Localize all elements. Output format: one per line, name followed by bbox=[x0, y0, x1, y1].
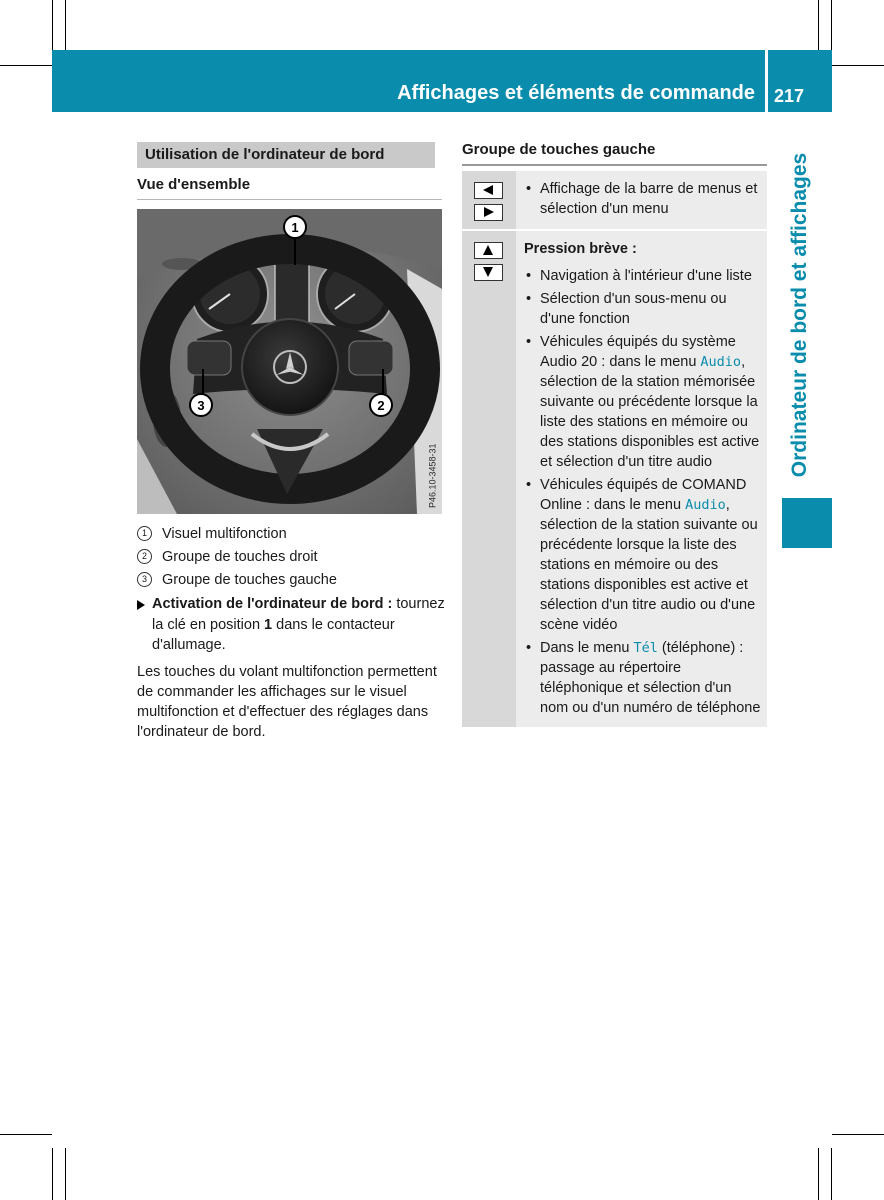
svg-text:2: 2 bbox=[377, 398, 385, 413]
sub-heading: Vue d'ensemble bbox=[137, 176, 442, 200]
right-arrow-key-icon bbox=[474, 204, 503, 221]
steering-wheel-figure bbox=[137, 209, 442, 514]
callout-3 bbox=[190, 394, 212, 416]
menu-name: Tél bbox=[633, 640, 658, 656]
list-item: • Dans le menu Tél (téléphone) : passage au répertoire téléphonique et sélection d'un nom ou d'un numéro de téléphone bbox=[524, 638, 761, 718]
list-item: • Affichage de la barre de menus et sélection d'un menu bbox=[524, 179, 761, 219]
header-divider bbox=[765, 50, 768, 112]
table-heading: Groupe de touches gauche bbox=[462, 141, 767, 166]
instruction-text: dans le contacteur d'allumage. bbox=[152, 616, 395, 653]
key-column bbox=[462, 171, 516, 229]
instruction-step bbox=[137, 594, 445, 656]
figure-code: P46.10-3458-31 bbox=[428, 443, 438, 508]
step-arrow-icon bbox=[137, 600, 145, 610]
figure-legend bbox=[137, 522, 447, 591]
legend-number: 3 bbox=[137, 572, 152, 587]
side-tab-marker bbox=[782, 498, 832, 548]
down-arrow-key-icon bbox=[474, 264, 503, 281]
key-function-table bbox=[462, 171, 767, 727]
key-column bbox=[462, 231, 516, 727]
legend-item bbox=[137, 545, 447, 568]
table-row bbox=[462, 171, 767, 229]
list-item: • Sélection d'un sous-menu ou d'une fonction bbox=[524, 289, 761, 329]
list-item: • Véhicules équipés de COMAND Online : dans le menu Audio, sélection de la station suivante ou précédente lorsque la liste des stations en mémoire ou des stations disponibles est active et sélection d'un titre audio ou d'une scène vidéo bbox=[524, 475, 761, 635]
page-number: 217 bbox=[774, 86, 805, 106]
crop-mark bbox=[832, 65, 884, 66]
key-position: 1 bbox=[264, 616, 273, 633]
left-arrow-key-icon bbox=[474, 182, 503, 199]
legend-item bbox=[137, 522, 447, 545]
legend-label: Groupe de touches gauche bbox=[162, 571, 337, 588]
legend-item bbox=[137, 568, 447, 591]
crop-mark bbox=[818, 0, 819, 50]
side-tab-label: Ordinateur de bord et affichages bbox=[788, 152, 811, 478]
crop-mark bbox=[65, 1148, 66, 1200]
svg-text:1: 1 bbox=[291, 220, 299, 235]
crop-mark bbox=[818, 1148, 819, 1200]
section-heading: Utilisation de l'ordinateur de bord bbox=[137, 142, 435, 168]
crop-mark bbox=[52, 1148, 53, 1200]
callout-2 bbox=[370, 394, 392, 416]
crop-mark bbox=[832, 1134, 884, 1135]
instruction-title: Activation de l'ordinateur de bord : bbox=[152, 596, 393, 612]
instruction-text: tournez la clé en position bbox=[152, 596, 445, 633]
body-paragraph: Les touches du volant multifonction permettent de commander les affichages sur le visuel multifonction et d'effectuer des réglages dans l'ordinateur de bord. bbox=[137, 664, 437, 740]
legend-label: Visuel multifonction bbox=[162, 525, 287, 542]
crop-mark bbox=[0, 1134, 52, 1135]
press-title: Pression brève : bbox=[524, 241, 637, 257]
legend-label: Groupe de touches droit bbox=[162, 548, 318, 565]
crop-mark bbox=[831, 1148, 832, 1200]
crop-mark bbox=[0, 65, 52, 66]
header-title: Affichages et éléments de commande bbox=[397, 82, 755, 104]
page-header bbox=[52, 50, 832, 112]
svg-text:3: 3 bbox=[197, 398, 205, 413]
side-tab bbox=[770, 135, 830, 495]
crop-mark bbox=[52, 0, 53, 50]
list-item: • Navigation à l'intérieur d'une liste bbox=[524, 266, 761, 286]
legend-number: 1 bbox=[137, 526, 152, 541]
up-arrow-key-icon bbox=[474, 242, 503, 259]
menu-name: Audio bbox=[685, 497, 726, 513]
crop-mark bbox=[831, 0, 832, 50]
menu-name: Audio bbox=[700, 354, 742, 370]
legend-number: 2 bbox=[137, 549, 152, 564]
steering-wheel-illustration bbox=[137, 209, 442, 514]
crop-mark bbox=[65, 0, 66, 50]
list-item: • Véhicules équipés du système Audio 20 : dans le menu Audio, sélection de la station mémorisée suivante ou précédente lorsque la liste des stations en mémoire ou des stations disponibles est active et sélection d'un titre audio bbox=[524, 332, 761, 472]
callout-1 bbox=[284, 216, 306, 238]
table-row bbox=[462, 231, 767, 727]
